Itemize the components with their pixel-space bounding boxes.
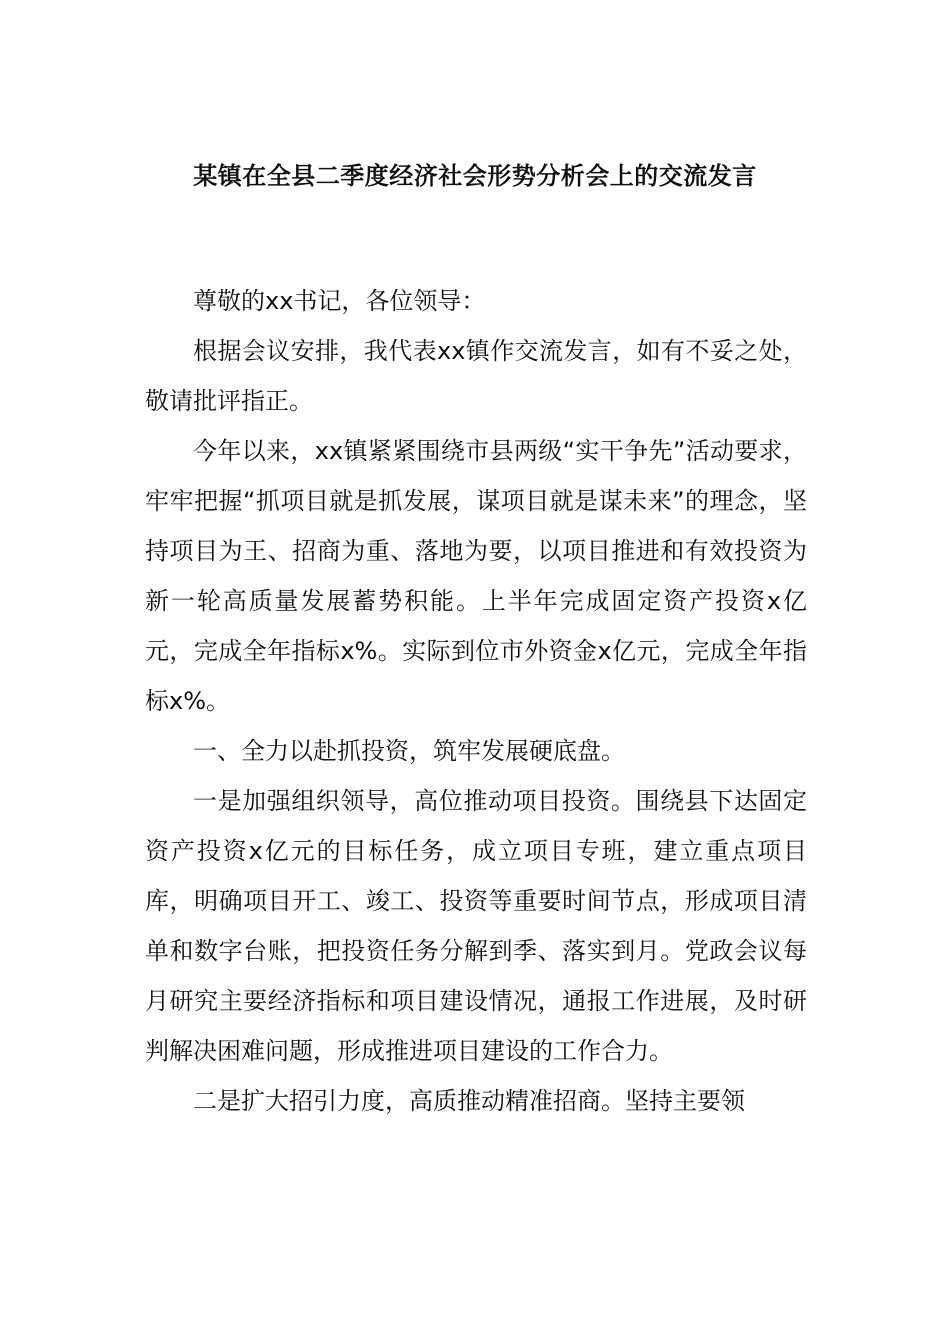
document-body [145, 276, 807, 1126]
document-title: 某镇在全县二季度经济社会形势分析会上的交流发言 [193, 162, 757, 190]
point-two-paragraph: 二是扩大招引力度，高质推动精准招商。坚持主要领 [193, 1087, 745, 1115]
salutation-paragraph: 尊敬的xx书记，各位领导： [193, 287, 486, 315]
section-heading: 一、全力以赴抓投资，筑牢发展硬底盘。 [193, 737, 625, 765]
point-one-paragraph: 一是加强组织领导，高位推动项目投资。围绕县下达固定资产投资x亿元的目标任务，成立项目专班，建立重点项目库，明确项目开工、竣工、投资等重要时间节点，形成项目清单和数字台账，把投资任务分解到季、落实到月。党政会议每月研究主要经济指标和项目建设情况，通报工作进展，及时研判解决困难问题，形成推进项目建设的工作合力。 [145, 787, 807, 1065]
intro-paragraph: 根据会议安排，我代表xx镇作交流发言，如有不妥之处，敬请批评指正。 [145, 337, 807, 415]
overview-paragraph: 今年以来，xx镇紧紧围绕市县两级“实干争先”活动要求，牢牢把握“抓项目就是抓发展，谋项目就是谋未来”的理念，坚持项目为王、招商为重、落地为要，以项目推进和有效投资为新一轮高质量发展蓄势积能。上半年完成固定资产投资x亿元，完成全年指标x%。实际到位市外资金x亿元，完成全年指标x%。 [145, 437, 807, 715]
